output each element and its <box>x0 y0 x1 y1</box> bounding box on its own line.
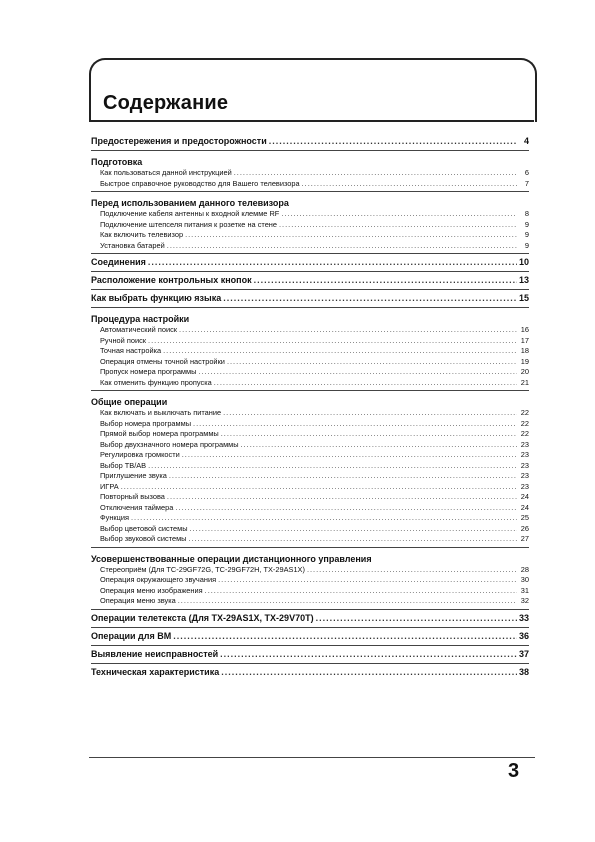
dot-leader <box>188 534 517 545</box>
toc-entry-page: 24 <box>520 502 529 512</box>
toc-entry-page: 13 <box>518 275 529 285</box>
toc-entry-label: Подключение штепселя питания к розетке на стене <box>100 219 277 229</box>
toc-entry-page: 23 <box>520 439 529 449</box>
toc-entry-label: Усовершенствованные операции дистанционного управления <box>91 553 372 564</box>
toc-entry-page: 28 <box>520 564 529 574</box>
toc-entry-label: Автоматический поиск <box>100 325 178 334</box>
dot-leader <box>182 450 517 461</box>
toc-entry-label: Общие операции <box>91 397 168 407</box>
toc-sub-entry <box>91 220 529 231</box>
dot-leader <box>227 357 517 368</box>
dot-leader <box>205 586 517 597</box>
toc-sub-entry <box>91 492 529 503</box>
toc-entry-label: Ручной поиск <box>100 335 147 345</box>
toc-entry-page: 21 <box>520 377 529 387</box>
toc-entry-label: Выбор двухзначного номера программы <box>100 439 239 449</box>
toc-section-heading <box>91 313 529 325</box>
toc-entry-page: 22 <box>520 408 529 417</box>
dot-leader <box>167 492 517 503</box>
dot-leader <box>148 461 517 472</box>
toc-sub-entry <box>91 346 529 357</box>
toc-entry-page: 15 <box>518 293 529 303</box>
toc-main-entry <box>91 630 529 643</box>
toc-entry-page: 19 <box>520 356 529 366</box>
toc-sub-entry <box>91 524 529 535</box>
toc-entry-label: Быстрое справочное руководство для Вашего телевизора <box>100 178 300 188</box>
toc-entry-page: 26 <box>520 523 529 533</box>
dot-leader <box>241 440 517 451</box>
page-title: Содержание <box>103 92 229 114</box>
dot-leader <box>234 168 517 179</box>
toc-entry-label: Операция меню изображения <box>100 585 203 595</box>
toc-entry-label: Процедура настройки <box>91 314 190 324</box>
toc-sub-entry <box>91 565 529 576</box>
toc-entry-label: Точная настройка <box>100 346 162 355</box>
toc-entry-label: Повторный вызова <box>100 492 165 501</box>
dot-leader <box>193 419 517 430</box>
toc-entry-page: 9 <box>524 230 529 239</box>
toc-entry-label: Выявление неисправностей <box>91 648 219 659</box>
toc-entry-label: Операция отмены точной настройки <box>100 356 225 366</box>
toc-entry-page: 31 <box>520 585 529 595</box>
title-underline <box>89 120 534 122</box>
footer-rule <box>89 757 535 758</box>
dot-leader <box>214 378 517 389</box>
toc-entry-page: 36 <box>518 630 529 641</box>
toc-main-entry <box>91 256 529 269</box>
section-divider <box>91 547 529 548</box>
toc-main-entry <box>91 648 529 661</box>
toc-entry-page: 4 <box>523 136 529 146</box>
toc-sub-entry <box>91 378 529 389</box>
toc-entry-label: Прямой выбор номера программы <box>100 429 219 438</box>
toc-entry-label: Операции телетекста (Для TX-29AS1X, TX-29V70T) <box>91 612 314 623</box>
toc-entry-label: Выбор цветовой системы <box>100 523 188 533</box>
section-divider <box>91 191 529 192</box>
toc-entry-label: Операции для ВМ <box>91 630 172 641</box>
dot-leader <box>316 612 517 625</box>
toc-sub-entry <box>91 440 529 451</box>
toc-sub-entry <box>91 357 529 368</box>
toc-entry-label: Приглушение звука <box>100 471 167 480</box>
toc-entry-page: 38 <box>518 666 529 677</box>
toc-sub-entry <box>91 450 529 461</box>
toc-sub-entry <box>91 230 529 241</box>
toc-sub-entry <box>91 209 529 220</box>
toc-entry-label: Подключение кабеля антенны к входной клемме RF <box>100 209 280 218</box>
toc-entry-label: Выбор номера программы <box>100 418 192 428</box>
dot-leader <box>302 179 517 190</box>
title-frame <box>89 58 537 122</box>
section-divider <box>91 253 529 254</box>
toc-entry-page: 23 <box>520 450 529 459</box>
toc-entry-label: Как отменить функцию пропуска <box>100 377 212 387</box>
toc-sub-entry <box>91 419 529 430</box>
toc-entry-label: Отключения таймера <box>100 502 174 512</box>
toc-entry-label: Стереоприём (Для TC-29GF72G, TC-29GF72H, TX-29AS1X) <box>100 564 305 574</box>
toc-entry-page: 10 <box>518 257 529 267</box>
toc-sub-entry <box>91 586 529 597</box>
toc-entry-page: 32 <box>520 596 529 605</box>
section-divider <box>91 609 529 610</box>
toc-main-entry <box>91 666 529 679</box>
toc-sub-entry <box>91 168 529 179</box>
toc-entry-page: 27 <box>520 534 529 543</box>
toc-entry-label: Регулировка громкости <box>100 450 180 459</box>
toc-sub-entry <box>91 429 529 440</box>
toc-entry-label: Выбор ТВ/АВ <box>100 460 147 470</box>
section-divider <box>91 271 529 272</box>
dot-leader <box>169 471 517 482</box>
section-divider <box>91 627 529 628</box>
table-of-contents <box>91 135 529 679</box>
toc-sub-entry <box>91 367 529 378</box>
toc-sub-entry <box>91 241 529 252</box>
toc-entry-label: Функция <box>100 513 129 522</box>
toc-sub-entry <box>91 534 529 545</box>
toc-main-entry <box>91 135 529 148</box>
toc-entry-label: Расположение контрольных кнопок <box>91 275 252 285</box>
toc-section-heading <box>91 396 529 408</box>
toc-entry-page: 8 <box>524 209 529 218</box>
toc-entry-page: 17 <box>520 335 529 345</box>
toc-entry-label: Операция меню звука <box>100 596 176 605</box>
dot-leader <box>131 513 517 524</box>
toc-entry-page: 30 <box>520 575 529 584</box>
dot-leader <box>220 648 517 661</box>
dot-leader <box>223 408 517 419</box>
toc-entry-page: 9 <box>524 219 529 229</box>
toc-entry-page: 22 <box>520 418 529 428</box>
toc-entry-page: 9 <box>524 240 529 250</box>
toc-entry-label: Как выбрать функцию языка <box>91 293 222 303</box>
section-divider <box>91 289 529 290</box>
toc-section-heading <box>91 553 529 565</box>
toc-sub-entry <box>91 179 529 190</box>
dot-leader <box>148 336 517 347</box>
toc-entry-page: 20 <box>520 367 529 376</box>
dot-leader <box>179 325 517 336</box>
dot-leader <box>307 565 517 576</box>
section-divider <box>91 663 529 664</box>
page-number: 3 <box>508 760 520 782</box>
toc-sub-entry <box>91 325 529 336</box>
dot-leader <box>218 575 517 586</box>
dot-leader <box>121 482 517 493</box>
toc-sub-entry <box>91 575 529 586</box>
section-divider <box>91 645 529 646</box>
toc-entry-label: Как включать и выключать питание <box>100 408 222 417</box>
dot-leader <box>223 292 517 305</box>
toc-main-entry <box>91 612 529 625</box>
toc-entry-label: Соединения <box>91 257 146 267</box>
dot-leader <box>185 230 517 241</box>
dot-leader <box>221 666 517 679</box>
toc-entry-label: Пропуск номера программы <box>100 367 197 376</box>
toc-entry-label: Выбор звуковой системы <box>100 534 187 543</box>
toc-entry-page: 6 <box>524 168 529 177</box>
dot-leader <box>167 241 517 252</box>
dot-leader <box>221 429 517 440</box>
dot-leader <box>254 274 517 287</box>
dot-leader <box>269 135 517 148</box>
toc-sub-entry <box>91 471 529 482</box>
toc-entry-page: 16 <box>520 325 529 334</box>
toc-main-entry <box>91 274 529 287</box>
toc-entry-page: 18 <box>520 346 529 355</box>
dot-leader <box>173 630 517 643</box>
section-divider <box>91 307 529 308</box>
toc-entry-label: Как пользоваться данной инструкцией <box>100 168 232 177</box>
toc-entry-label: Перед использованием данного телевизора <box>91 198 289 208</box>
toc-sub-entry <box>91 513 529 524</box>
toc-entry-page: 25 <box>520 513 529 522</box>
toc-entry-label: Подготовка <box>91 157 143 167</box>
toc-sub-entry <box>91 596 529 607</box>
dot-leader <box>279 220 517 231</box>
toc-entry-label: Техническая характеристика <box>91 666 220 677</box>
toc-entry-label: Предостережения и предосторожности <box>91 136 267 146</box>
toc-sub-entry <box>91 482 529 493</box>
dot-leader <box>178 596 517 607</box>
toc-entry-page: 37 <box>518 648 529 659</box>
toc-main-entry <box>91 292 529 305</box>
toc-sub-entry <box>91 461 529 472</box>
toc-entry-label: Установка батарей <box>100 240 165 250</box>
dot-leader <box>148 256 517 269</box>
toc-sub-entry <box>91 336 529 347</box>
dot-leader <box>175 503 517 514</box>
toc-entry-page: 23 <box>520 481 529 491</box>
toc-entry-page: 24 <box>520 492 529 501</box>
toc-entry-page: 7 <box>524 178 529 188</box>
toc-section-heading <box>91 197 529 209</box>
toc-entry-label: ИГРА <box>100 481 119 491</box>
section-divider <box>91 150 529 151</box>
dot-leader <box>198 367 517 378</box>
toc-entry-page: 23 <box>520 471 529 480</box>
toc-entry-page: 33 <box>518 612 529 623</box>
dot-leader <box>163 346 517 357</box>
toc-sub-entry <box>91 408 529 419</box>
toc-entry-page: 22 <box>520 429 529 438</box>
toc-entry-label: Операция окружающего звучания <box>100 575 217 584</box>
toc-entry-page: 23 <box>520 460 529 470</box>
dot-leader <box>190 524 517 535</box>
dot-leader <box>281 209 517 220</box>
toc-sub-entry <box>91 503 529 514</box>
toc-entry-label: Как включить телевизор <box>100 230 184 239</box>
section-divider <box>91 390 529 391</box>
toc-section-heading <box>91 156 529 168</box>
